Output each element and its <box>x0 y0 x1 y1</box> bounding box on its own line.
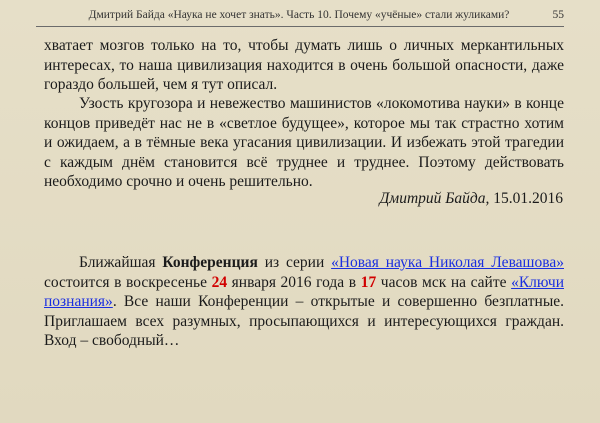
conference-label: Конференция <box>162 254 258 271</box>
announcement-text: Ближайшая <box>79 254 163 271</box>
series-link[interactable]: «Новая наука Николая Левашова» <box>331 254 564 271</box>
announcement-text: из серии <box>257 254 332 271</box>
running-title: Дмитрий Байда «Наука не хочет знать». Часть 10. Почему «учёные» стали жуликами? <box>88 9 510 21</box>
page-number: 55 <box>552 9 564 21</box>
page-header <box>36 4 564 27</box>
conference-hour: 17 <box>360 273 377 291</box>
signature-author: Дмитрий Байда, <box>379 190 490 207</box>
conference-day: 24 <box>211 273 228 291</box>
announcement-text: часов мск на сайте <box>376 273 512 291</box>
paragraph-1: хватает мозгов только на то, чтобы думать лишь о личных меркантильных интересах, то наша цивилизация находится в очень большой опасности, даже гораздо большей, чем я тут описал. <box>44 37 564 94</box>
announcement-text: . Все наши Конференции – открытые и совершенно безплатные. Приглашаем всех разумных, просыпающихся и интересующихся граждан. Вход – свободный… <box>44 293 564 350</box>
announcement-text: января 2016 года в <box>227 273 361 291</box>
conference-announcement <box>44 253 564 351</box>
signature-date: 15.01.2016 <box>493 190 563 207</box>
announcement-text: состоится в воскресенье <box>44 273 212 291</box>
site-link[interactable]: «Ключи познания» <box>44 273 564 311</box>
paragraph-2: Узость кругозора и невежество машинистов «локомотива науки» в конце концов приведёт нас не в «светлое будущее», которое мы так страстно хотим и ожидаем, а в тёмные века угасания цивилизации. И избежать этой трагедии с каждым днём становится всё труднее и труднее. Поэтому действовать необходимо срочно и очень решительно. <box>44 95 564 191</box>
signature <box>379 189 563 209</box>
